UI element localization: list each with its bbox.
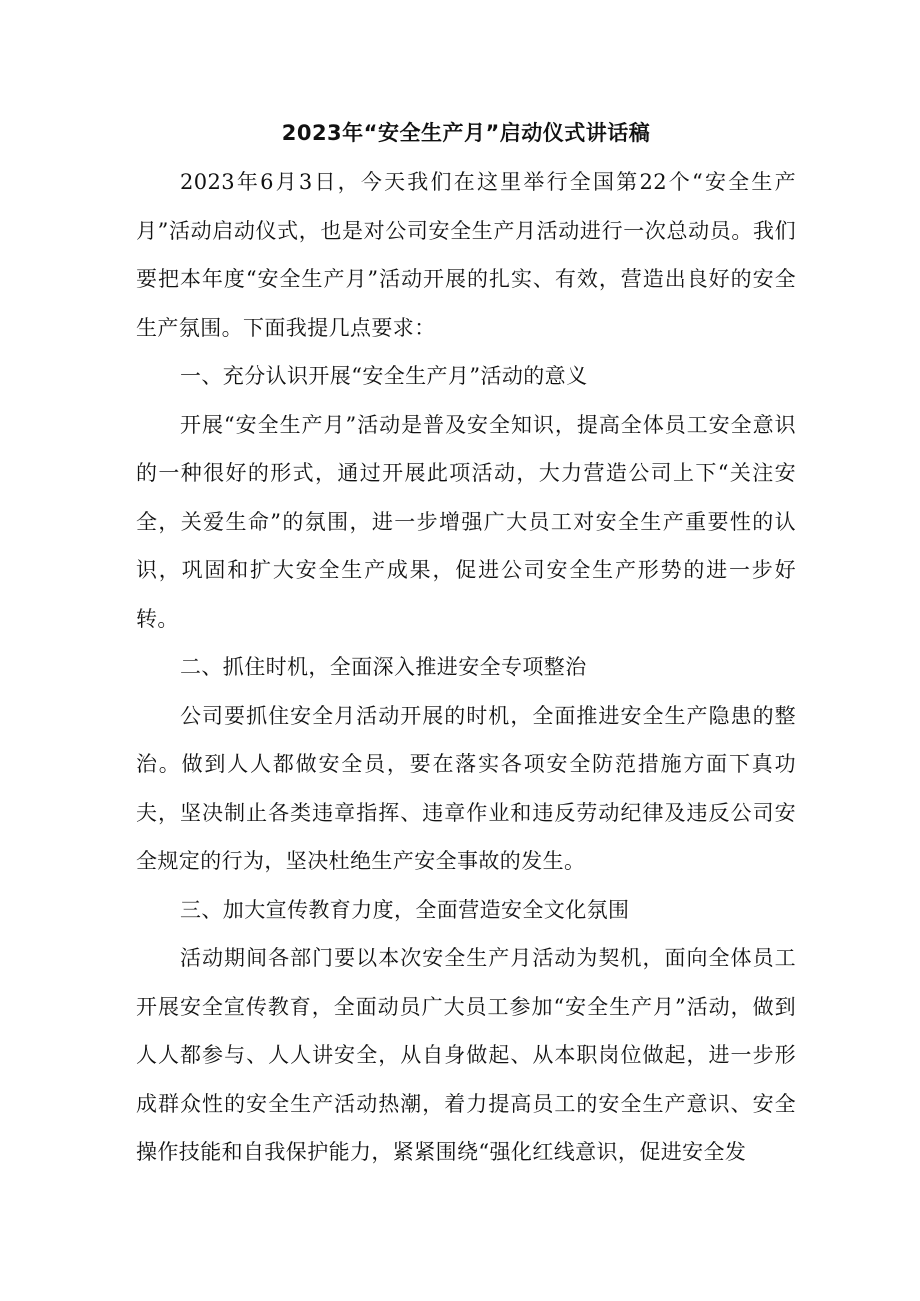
section-body-3: 活动期间各部门要以本次安全生产月活动为契机，面向全体员工开展安全宣传教育，全面动员广大员工参加“安全生产月”活动，做到人人都参与、人人讲安全，从自身做起、从本职岗位做起，进一步形成群众性的安全生产活动热潮，着力提高员工的安全生产意识、安全操作技能和自我保护能力，紧紧围绕“强化红线意识，促进安全发 <box>136 946 796 1164</box>
section-heading-3: 三、加大宣传教育力度，全面营造安全文化氛围 <box>180 897 630 922</box>
document-title: 2023年“安全生产月”启动仪式讲话稿 <box>281 121 651 145</box>
section-heading-1: 一、充分认识开展“安全生产月”活动的意义 <box>180 364 588 388</box>
document-page <box>136 118 796 1177</box>
section-body-2: 公司要抓住安全月活动开展的时机，全面推进安全生产隐患的整治。做到人人都做安全员，要在落实各项安全防范措施方面下真功夫，坚决制止各类违章指挥、违章作业和违反劳动纪律及违反公司安全规定的行为，坚决杜绝生产安全事故的发生。 <box>136 703 796 873</box>
section-body-1: 开展“安全生产月”活动是普及安全知识，提高全体员工安全意识的一种很好的形式，通过开展此项活动，大力营造公司上下“关注安全，关爱生命”的氛围，进一步增强广大员工对安全生产重要性的认识，巩固和扩大安全生产成果，促进公司安全生产形势的进一步好转。 <box>136 412 796 631</box>
intro-paragraph: 2023年6月3日，今天我们在这里举行全国第22个“安全生产月”活动启动仪式，也是对公司安全生产月活动进行一次总动员。我们要把本年度“安全生产月”活动开展的扎实、有效，营造出良好的安全生产氛围。下面我提几点要求： <box>136 170 796 340</box>
section-heading-2: 二、抓住时机，全面深入推进安全专项整治 <box>180 655 587 679</box>
